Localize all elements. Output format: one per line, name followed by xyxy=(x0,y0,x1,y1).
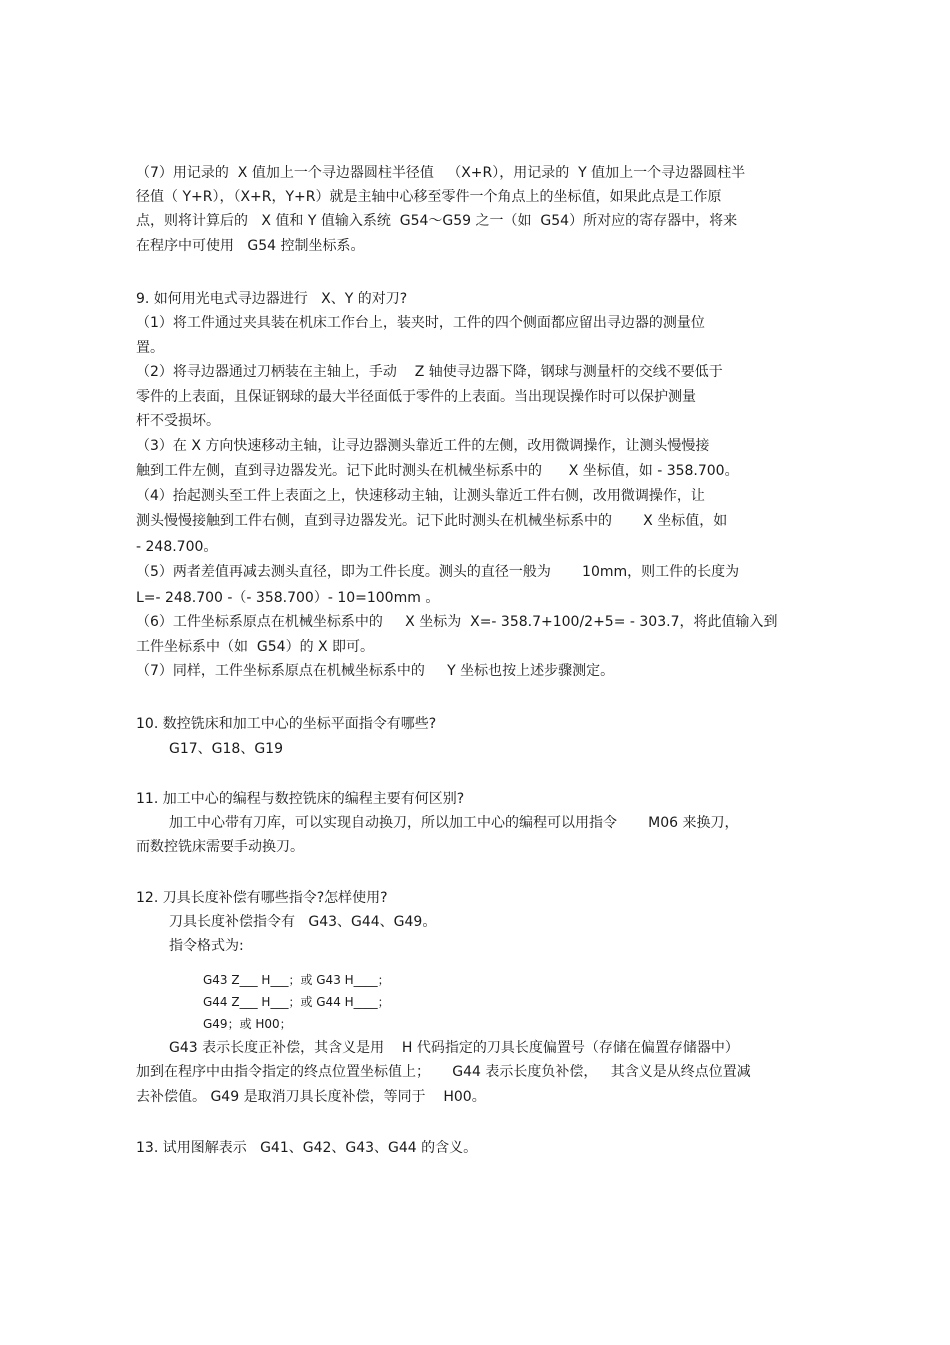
text-line: 置。 xyxy=(136,340,164,356)
text-line: 去补偿值。 G49 是取消刀具长度补偿，等同于 H00。 xyxy=(136,1089,486,1105)
text-line: （1）将工件通过夹具装在机床工作台上，装夹时，工件的四个侧面都应留出寻边器的测量位 xyxy=(136,315,705,331)
text-line: （2）将寻边器通过刀柄装在主轴上，手动 Z 轴使寻边器下降，钢球与测量杆的交线不要低于 xyxy=(136,364,723,380)
question-heading: 11. 加工中心的编程与数控铣床的编程主要有何区别? xyxy=(136,791,465,807)
text-line: （6）工件坐标系原点在机械坐标系中的 X 坐标为 X=- 358.7+100/2+5= - 303.7，将此值输入到 xyxy=(136,614,778,630)
question-heading: 10. 数控铣床和加工中心的坐标平面指令有哪些? xyxy=(136,716,437,732)
code-line: G43 Z___ H___；或 G43 H____； xyxy=(203,973,390,987)
text-line: 而数控铣床需要手动换刀。 xyxy=(136,839,304,855)
question-heading: 9. 如何用光电式寻边器进行 X、Y 的对刀? xyxy=(136,291,408,307)
text-line: L=- 248.700 -（- 358.700）- 10=100mm 。 xyxy=(136,590,440,606)
text-line: （7）同样，工件坐标系原点在机械坐标系中的 Y 坐标也按上述步骤测定。 xyxy=(136,663,615,679)
answer-line: 刀具长度补偿指令有 G43、G44、G49。 xyxy=(169,914,437,930)
answer-line: G43 表示长度正补偿，其含义是用 H 代码指定的刀具长度偏置号（存储在偏置存储器中） xyxy=(169,1040,739,1056)
text-line: （3）在 X 方向快速移动主轴，让寻边器测头靠近工件的左侧，改用微调操作，让测头慢慢接 xyxy=(136,438,710,454)
code-line: G44 Z___ H___；或 G44 H____； xyxy=(203,995,390,1009)
text-line: （4）抬起测头至工件上表面之上，快速移动主轴，让测头靠近工件右侧，改用微调操作，让 xyxy=(136,488,705,504)
answer-line: G17、G18、G19 xyxy=(169,741,283,757)
answer-line: 加工中心带有刀库，可以实现自动换刀，所以加工中心的编程可以用指令 M06 来换刀， xyxy=(169,815,739,831)
code-line: G49；或 H00； xyxy=(203,1017,292,1031)
question-heading: 12. 刀具长度补偿有哪些指令?怎样使用? xyxy=(136,890,388,906)
text-line: （5）两者差值再减去测头直径，即为工件长度。测头的直径一般为 10mm，则工件的长度为 xyxy=(136,564,740,580)
text-line: 在程序中可使用 G54 控制坐标系。 xyxy=(136,238,365,254)
text-line: （7）用记录的 X 值加上一个寻边器圆柱半径值 （X+R），用记录的 Y 值加上一个寻边器圆柱半 xyxy=(136,165,746,181)
text-line: 测头慢慢接触到工件右侧，直到寻边器发光。记下此时测头在机械坐标系中的 X 坐标值，如 xyxy=(136,513,728,529)
answer-line: 指令格式为: xyxy=(169,938,244,954)
text-line: 杆不受损坏。 xyxy=(136,413,220,429)
text-line: 加到在程序中由指令指定的终点位置坐标值上； G44 表示长度负补偿， 其含义是从终点位置减 xyxy=(136,1064,751,1080)
text-line: 触到工件左侧，直到寻边器发光。记下此时测头在机械坐标系中的 X 坐标值，如 - 358.700。 xyxy=(136,463,739,479)
text-line: - 248.700。 xyxy=(136,539,218,555)
question-heading: 13. 试用图解表示 G41、G42、G43、G44 的含义。 xyxy=(136,1140,478,1156)
text-line: 点，则将计算后的 X 值和 Y 值输入系统 G54～G59 之一（如 G54）所对应的寄存器中，将来 xyxy=(136,213,738,229)
text-line: 零件的上表面，且保证钢球的最大半径面低于零件的上表面。当出现误操作时可以保护测量 xyxy=(136,389,696,405)
text-line: 工件坐标系中（如 G54）的 X 即可。 xyxy=(136,639,375,655)
text-line: 径值（ Y+R），（X+R，Y+R）就是主轴中心移至零件一个角点上的坐标值，如果此点是工作原 xyxy=(136,189,722,205)
